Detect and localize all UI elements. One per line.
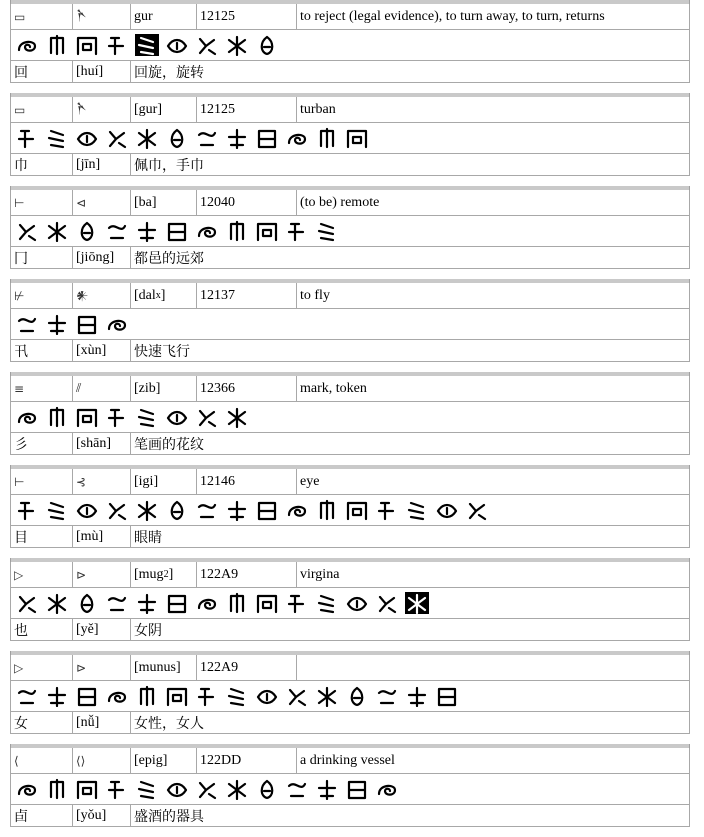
ancient-glyph-form xyxy=(225,220,249,242)
ancient-glyph-form xyxy=(75,220,99,242)
ancient-glyph-form xyxy=(105,685,129,707)
unicode-code: 12137 xyxy=(200,287,235,303)
english-meaning: virgina xyxy=(300,566,340,582)
ancient-glyph-form xyxy=(225,499,249,521)
chinese-gloss: 女阴 xyxy=(134,622,162,639)
entry-header-row xyxy=(10,655,690,681)
entry-chinese-row xyxy=(10,526,690,548)
ancient-glyph-form xyxy=(45,592,69,614)
sumerian-reading: [gur] xyxy=(134,101,162,117)
chinese-gloss: 回旋，旋转 xyxy=(134,64,204,81)
ancient-glyph-form xyxy=(105,778,129,800)
character-entry xyxy=(10,376,690,465)
character-entry xyxy=(10,190,690,279)
ancient-glyph-form xyxy=(255,499,279,521)
pinyin: [mù] xyxy=(76,528,104,544)
ancient-forms-row xyxy=(10,216,690,247)
ancient-glyph-form xyxy=(195,778,219,800)
ancient-glyph-form xyxy=(195,34,219,56)
ancient-forms-row xyxy=(10,774,690,805)
character-entry xyxy=(10,562,690,651)
ancient-glyph-form xyxy=(165,499,189,521)
ancient-glyph-form xyxy=(405,592,429,614)
ancient-glyph-form xyxy=(345,499,369,521)
unicode-code: 12366 xyxy=(200,380,235,396)
ancient-glyph-form xyxy=(255,127,279,149)
ancient-glyph-form xyxy=(315,685,339,707)
ancient-glyph-form xyxy=(375,685,399,707)
chinese-gloss: 都邑的远郊 xyxy=(134,250,204,267)
ancient-glyph-form xyxy=(195,592,219,614)
character-entry xyxy=(10,4,690,93)
ancient-glyph-form xyxy=(75,313,99,335)
ancient-glyph-form xyxy=(165,220,189,242)
ancient-glyph-form xyxy=(405,685,429,707)
sumerian-reading: [epig] xyxy=(134,752,168,768)
ancient-glyph-form xyxy=(15,34,39,56)
ancient-glyph-form xyxy=(75,127,99,149)
chinese-character: 卂 xyxy=(14,343,28,360)
ancient-glyph-form xyxy=(165,685,189,707)
ancient-glyph-form xyxy=(15,685,39,707)
ancient-forms-row xyxy=(10,402,690,433)
ancient-glyph-form xyxy=(15,220,39,242)
entry-header-row xyxy=(10,283,690,309)
entry-header-row xyxy=(10,4,690,30)
ancient-glyph-form xyxy=(75,685,99,707)
ancient-glyph-form xyxy=(225,685,249,707)
ancient-glyph-form xyxy=(75,778,99,800)
entry-chinese-row xyxy=(10,805,690,827)
ancient-glyph-form xyxy=(285,127,309,149)
chinese-gloss: 眼睛 xyxy=(134,529,162,546)
ancient-glyph-form xyxy=(285,778,309,800)
ancient-forms-row xyxy=(10,681,690,712)
unicode-code: 122DD xyxy=(200,752,242,768)
pinyin: [xùn] xyxy=(76,342,107,358)
sumerian-reading: [ba] xyxy=(134,194,157,210)
unicode-code: 12125 xyxy=(200,8,235,24)
reading-subscript: 2 xyxy=(163,569,169,580)
entry-chinese-row xyxy=(10,712,690,734)
pinyin: [yě] xyxy=(76,621,99,637)
ancient-glyph-form xyxy=(135,127,159,149)
ancient-glyph-form xyxy=(135,499,159,521)
ancient-glyph-form xyxy=(45,778,69,800)
ancient-glyph-form xyxy=(195,220,219,242)
ancient-glyph-form xyxy=(15,778,39,800)
ancient-glyph-form xyxy=(75,592,99,614)
entry-chinese-row xyxy=(10,154,690,176)
sumerian-reading: [munus] xyxy=(134,659,181,675)
chinese-gloss: 佩巾，手巾 xyxy=(134,157,204,174)
entry-header-row xyxy=(10,97,690,123)
chinese-character: 也 xyxy=(14,622,28,639)
ancient-forms-row xyxy=(10,30,690,61)
entry-chinese-row xyxy=(10,619,690,641)
sumerian-reading: [mug xyxy=(134,566,164,582)
ancient-glyph-form xyxy=(315,127,339,149)
ancient-glyph-form xyxy=(375,778,399,800)
ancient-glyph-form xyxy=(165,34,189,56)
sumerian-reading: gur xyxy=(134,8,153,24)
ancient-glyph-form xyxy=(45,406,69,428)
ancient-forms-row xyxy=(10,123,690,154)
ancient-glyph-form xyxy=(435,499,459,521)
ancient-glyph-form xyxy=(75,499,99,521)
ancient-glyph-form xyxy=(315,592,339,614)
ancient-glyph-form xyxy=(105,220,129,242)
character-entry xyxy=(10,748,690,837)
ancient-glyph-form xyxy=(15,313,39,335)
english-meaning: a drinking vessel xyxy=(300,752,395,768)
chinese-character: 冂 xyxy=(14,250,28,267)
ancient-glyph-form xyxy=(375,592,399,614)
ancient-glyph-form xyxy=(285,592,309,614)
character-entry xyxy=(10,655,690,744)
ancient-glyph-form xyxy=(135,685,159,707)
ancient-glyph-form xyxy=(15,406,39,428)
cuneiform-sign-a: ⊬ xyxy=(14,288,25,303)
chinese-character: 巾 xyxy=(14,157,28,174)
unicode-code: 122A9 xyxy=(200,659,239,675)
cuneiform-sign-b: ⟨⟩ xyxy=(76,753,86,768)
ancient-glyph-form xyxy=(405,499,429,521)
ancient-glyph-form xyxy=(135,220,159,242)
ancient-glyph-form xyxy=(255,778,279,800)
ancient-glyph-form xyxy=(15,499,39,521)
english-meaning: to reject (legal evidence), to turn away, to turn, returns xyxy=(300,8,605,24)
ancient-glyph-form xyxy=(45,127,69,149)
ancient-glyph-form xyxy=(165,778,189,800)
chinese-gloss: 快速飞行 xyxy=(134,343,190,360)
cuneiform-sign-b: ⊲ xyxy=(76,195,87,210)
character-table xyxy=(10,0,690,837)
ancient-glyph-form xyxy=(345,127,369,149)
cuneiform-sign-b: ⊳ xyxy=(76,660,87,675)
reading-subscript: x xyxy=(155,290,161,301)
ancient-glyph-form xyxy=(465,499,489,521)
chinese-character: 女 xyxy=(14,715,28,732)
character-entry xyxy=(10,283,690,372)
ancient-glyph-form xyxy=(345,685,369,707)
ancient-glyph-form xyxy=(135,34,159,56)
english-meaning: to fly xyxy=(300,287,330,303)
ancient-glyph-form xyxy=(225,406,249,428)
ancient-glyph-form xyxy=(135,406,159,428)
cuneiform-sign-a: ▭ xyxy=(14,9,26,24)
cuneiform-sign-a: ⊢ xyxy=(14,474,25,489)
english-meaning: (to be) remote xyxy=(300,194,380,210)
pinyin: [nǚ] xyxy=(76,714,100,730)
entry-header-row xyxy=(10,748,690,774)
ancient-glyph-form xyxy=(135,778,159,800)
entry-header-row xyxy=(10,469,690,495)
entry-chinese-row xyxy=(10,340,690,362)
entry-header-row xyxy=(10,190,690,216)
ancient-glyph-form xyxy=(165,406,189,428)
ancient-glyph-form xyxy=(195,685,219,707)
unicode-code: 122A9 xyxy=(200,566,239,582)
ancient-glyph-form xyxy=(255,220,279,242)
cuneiform-sign-a: ▷ xyxy=(14,660,24,675)
entry-chinese-row xyxy=(10,61,690,83)
chinese-gloss: 盛酒的器具 xyxy=(134,808,204,825)
sumerian-reading: [dal xyxy=(134,287,156,303)
cuneiform-sign-b: 𒋻 xyxy=(76,10,87,24)
ancient-glyph-form xyxy=(225,778,249,800)
ancient-glyph-form xyxy=(195,499,219,521)
pinyin: [shān] xyxy=(76,435,111,451)
pinyin: [jīn] xyxy=(76,156,101,172)
ancient-glyph-form xyxy=(45,34,69,56)
ancient-glyph-form xyxy=(225,592,249,614)
ancient-glyph-form xyxy=(105,499,129,521)
ancient-glyph-form xyxy=(255,34,279,56)
chinese-character: 彡 xyxy=(14,436,28,453)
ancient-glyph-form xyxy=(285,685,309,707)
ancient-glyph-form xyxy=(105,406,129,428)
ancient-glyph-form xyxy=(285,499,309,521)
reading-close: ] xyxy=(160,287,166,303)
ancient-glyph-form xyxy=(75,34,99,56)
cuneiform-sign-a: ▭ xyxy=(14,102,26,117)
ancient-glyph-form xyxy=(165,592,189,614)
cuneiform-sign-a: ⊢ xyxy=(14,195,25,210)
pinyin: [jiōng] xyxy=(76,249,115,265)
ancient-glyph-form xyxy=(285,220,309,242)
ancient-forms-row xyxy=(10,588,690,619)
ancient-glyph-form xyxy=(225,127,249,149)
ancient-glyph-form xyxy=(255,685,279,707)
ancient-forms-row xyxy=(10,309,690,340)
unicode-code: 12125 xyxy=(200,101,235,117)
entry-header-row xyxy=(10,376,690,402)
entry-chinese-row xyxy=(10,247,690,269)
ancient-glyph-form xyxy=(105,127,129,149)
english-meaning: turban xyxy=(300,101,336,117)
ancient-glyph-form xyxy=(45,499,69,521)
ancient-glyph-form xyxy=(165,127,189,149)
cuneiform-sign-b: ⫽ xyxy=(76,381,82,395)
ancient-glyph-form xyxy=(315,778,339,800)
pinyin: [huí] xyxy=(76,63,104,79)
reading-close: ] xyxy=(168,566,174,582)
ancient-glyph-form xyxy=(255,592,279,614)
entry-header-row xyxy=(10,562,690,588)
chinese-character: 目 xyxy=(14,529,28,546)
cuneiform-sign-b: 𒀭 xyxy=(76,289,89,303)
cuneiform-sign-a: ⟨ xyxy=(14,753,19,768)
ancient-glyph-form xyxy=(45,685,69,707)
character-entry xyxy=(10,97,690,186)
ancient-glyph-form xyxy=(105,34,129,56)
pinyin: [yǒu] xyxy=(76,807,107,823)
ancient-forms-row xyxy=(10,495,690,526)
ancient-glyph-form xyxy=(45,313,69,335)
cuneiform-sign-b: 𒋻 xyxy=(76,103,87,117)
ancient-glyph-form xyxy=(375,499,399,521)
unicode-code: 12146 xyxy=(200,473,235,489)
ancient-glyph-form xyxy=(435,685,459,707)
ancient-glyph-form xyxy=(195,406,219,428)
ancient-glyph-form xyxy=(105,592,129,614)
ancient-glyph-form xyxy=(345,778,369,800)
english-meaning: eye xyxy=(300,473,320,489)
chinese-character: 卣 xyxy=(14,808,28,825)
ancient-glyph-form xyxy=(15,592,39,614)
entry-chinese-row xyxy=(10,433,690,455)
chinese-gloss: 笔画的花纹 xyxy=(134,436,204,453)
ancient-glyph-form xyxy=(345,592,369,614)
ancient-glyph-form xyxy=(225,34,249,56)
ancient-glyph-form xyxy=(45,220,69,242)
ancient-glyph-form xyxy=(75,406,99,428)
ancient-glyph-form xyxy=(315,499,339,521)
sumerian-reading: [igi] xyxy=(134,473,159,489)
unicode-code: 12040 xyxy=(200,194,235,210)
chinese-gloss: 女性，女人 xyxy=(134,715,204,732)
ancient-glyph-form xyxy=(195,127,219,149)
ancient-glyph-form xyxy=(15,127,39,149)
sumerian-reading: [zib] xyxy=(134,380,161,396)
english-meaning: mark, token xyxy=(300,380,367,396)
ancient-glyph-form xyxy=(135,592,159,614)
ancient-glyph-form xyxy=(315,220,339,242)
cuneiform-sign-a: ▷ xyxy=(14,567,24,582)
cuneiform-sign-a: ≡ xyxy=(14,381,25,396)
character-entry xyxy=(10,469,690,558)
ancient-glyph-form xyxy=(105,313,129,335)
cuneiform-sign-b: ⊳ xyxy=(76,567,87,582)
chinese-character: 回 xyxy=(14,64,28,81)
cuneiform-sign-b: ⊰ xyxy=(76,474,87,489)
